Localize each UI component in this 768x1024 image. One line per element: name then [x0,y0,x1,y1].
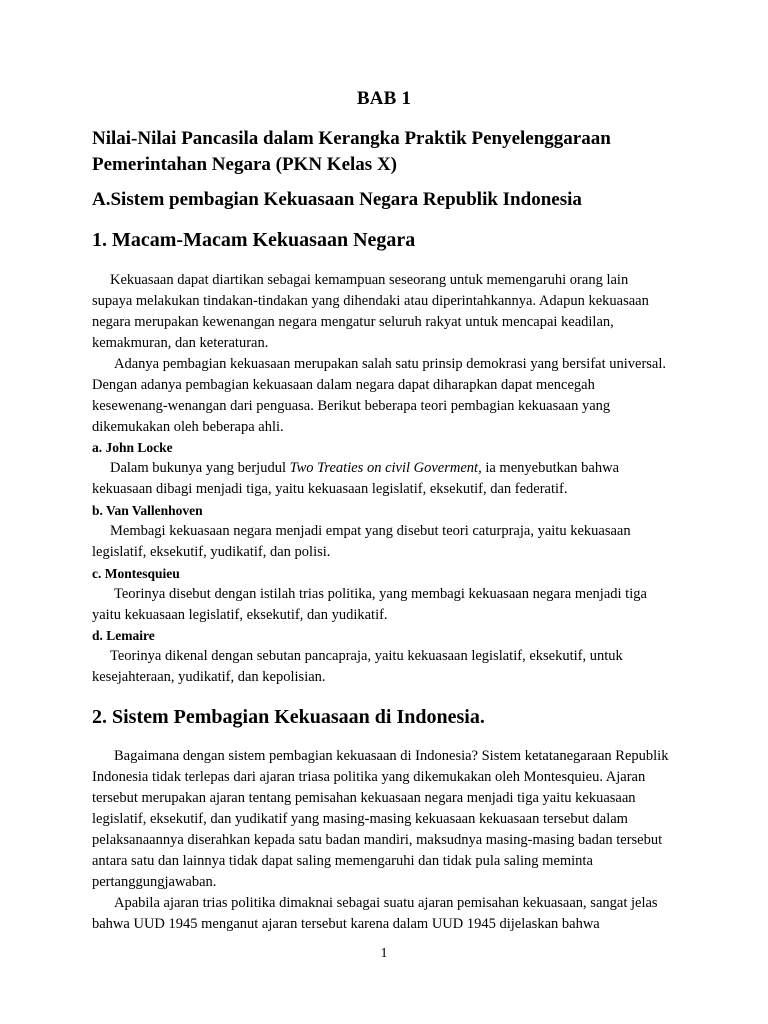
paragraph-text: Kekuasaan dapat diartikan sebagai kemampuan seseorang untuk memengaruhi orang lain supaya melakukan tindakan-tindakan yang dihendaki atau diperintahkannya. Adapun kekuasaan negara merupakan kewenangan negara mengatur seluruh rakyat untuk mencapai keadilan, kemakmuran, dan keteraturan. [92,272,649,351]
paragraph-trias-politika [92,893,672,935]
theory-lemaire-text [92,646,672,688]
theory-van-vallenhoven-label: b. Van Vallenhoven [92,503,203,518]
theory-lemaire-label: d. Lemaire [92,628,155,643]
paragraph-pembagian-kekuasaan [92,354,672,438]
paragraph-text: Apabila ajaran trias politika dimaknai sebagai suatu ajaran pemisahan kekuasaan, sangat jelas bahwa UUD 1945 menganut ajaran tersebut karena dalam UUD 1945 dijelaskan bahwa [92,895,658,932]
theory-text: Membagi kekuasaan negara menjadi empat yang disebut teori caturpraja, yaitu kekuasaan legislatif, eksekutif, yudikatif, dan polisi. [92,523,631,560]
theory-montesquieu-label: c. Montesquieu [92,566,180,581]
theory-text-before: Dalam bukunya yang berjudul [110,460,290,476]
theory-text: Teorinya disebut dengan istilah trias politika, yang membagi kekuasaan negara menjadi tiga yaitu kekuasaan legislatif, eksekutif, dan yudikatif. [92,586,647,623]
chapter-title: BAB 1 [356,88,412,109]
theory-montesquieu-text [92,584,672,626]
theory-john-locke-text [92,458,672,500]
section-a-heading: A.Sistem pembagian Kekuasaan Negara Republik Indonesia [92,189,582,210]
theory-text-after: ia menyebutkan bahwa kekuasaan dibagi menjadi tiga, yaitu kekuasaan legislatif, eksekutif, dan federatif. [92,460,619,497]
theory-john-locke-label: a. John Locke [92,440,173,455]
book-title: Two Treaties on civil Goverment, [289,460,482,476]
page-number: 1 [380,946,388,961]
paragraph-kekuasaan-definition [92,270,672,354]
paragraph-text: Bagaimana dengan sistem pembagian kekuasaan di Indonesia? Sistem ketatanegaraan Republik Indonesia tidak terlepas dari ajaran triasa politika yang dikemukakan oleh Montesquieu. Ajaran tersebut merupakan ajaran tentang pemisahan kekuasaan negara menjadi tiga yaitu kekuasaan legislatif, eksekutif, dan yudikatif yang masing-masing kekuasaan kekuasaan tersebut dalam pelaksanaannya diserahkan kepada satu badan mandiri, maksudnya masing-masing badan tersebut antara satu dan lainnya tidak dapat saling memengaruhi dan tidak pula saling meminta pertanggungjawaban. [92,748,669,890]
theory-text: Teorinya dikenal dengan sebutan pancapraja, yaitu kekuasaan legislatif, eksekutif, untuk kesejahteraan, yudikatif, dan kepolisian. [92,648,623,685]
paragraph-text: Adanya pembagian kekuasaan merupakan salah satu prinsip demokrasi yang bersifat universal. Dengan adanya pembagian kekuasaan dalam negara dapat diharapkan dapat mencegah kesewenang-wenangan dari penguasa. Berikut beberapa teori pembagian kekuasaan yang dikemukakan oleh beberapa ahli. [92,356,667,435]
heading-sistem-pembagian-indonesia: 2. Sistem Pembagian Kekuasaan di Indonesia. [92,706,485,728]
paragraph-sistem-indonesia [92,746,672,893]
document-title: Nilai-Nilai Pancasila dalam Kerangka Praktik Penyelenggaraan Pemerintahan Negara (PKN Kelas X) [92,128,611,175]
heading-macam-kekuasaan: 1. Macam-Macam Kekuasaan Negara [92,229,416,251]
theory-van-vallenhoven-text [92,521,672,563]
